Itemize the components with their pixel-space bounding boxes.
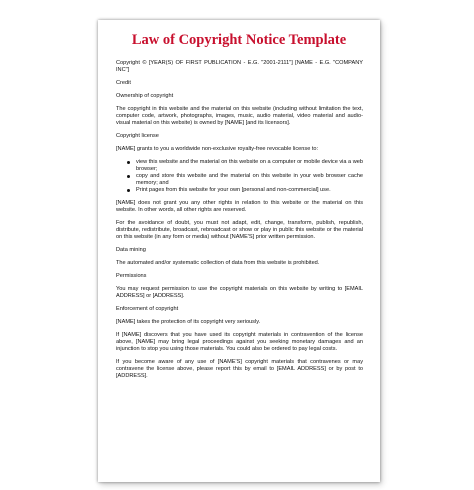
- document-body: [116, 60, 363, 386]
- permissions-paragraph: You may request permission to use the copyright materials on this website by writing to [EMAIL ADDRESS] or [ADDRESS].: [116, 286, 363, 299]
- license-list-item: copy and store this website and the material on this website in your web browser cache memory; and: [136, 173, 363, 186]
- enforcement-heading: Enforcement of copyright: [116, 306, 179, 312]
- enforcement-paragraph-3: If you become aware of any use of [NAME'S] copyright materials that contravenes or may contravene the license above, please report this by email to [EMAIL ADDRESS] or by post to [ADDRESS].: [116, 359, 363, 379]
- license-heading: Copyright license: [116, 133, 159, 139]
- document-title: Law of Copyright Notice Template: [131, 32, 347, 48]
- document-sheet: [98, 20, 380, 482]
- enforcement-paragraph-1: [NAME] takes the protection of its copyright very seriously.: [116, 319, 261, 325]
- avoidance-paragraph: For the avoidance of doubt, you must not adapt, edit, change, transform, publish, republish, distribute, redistribute, broadcast, rebroadcast or show or play in public this website or the material on this website (in any form or media) without [NAME'S] prior written permission.: [116, 220, 363, 240]
- license-list-item: view this website and the material on this website on a computer or mobile device via a web browser;: [136, 159, 363, 172]
- ownership-heading: Ownership of copyright: [116, 93, 174, 99]
- license-list: [116, 159, 363, 194]
- license-intro: [NAME] grants to you a worldwide non-exclusive royalty-free revocable license to:: [116, 146, 319, 152]
- license-restriction: [NAME] does not grant you any other rights in relation to this website or the material on this website. In other words, all other rights are reserved.: [116, 200, 363, 213]
- enforcement-paragraph-2: If [NAME] discovers that you have used its copyright materials in contravention of the license above, [NAME] may bring legal proceedings against you seeking monetary damages and an injunction to stop you using those materials. You could also be ordered to pay legal costs.: [116, 332, 363, 352]
- license-list-item: Print pages from this website for your own [personal and non-commercial] use.: [136, 187, 363, 194]
- copyright-line: Copyright © [YEAR(S) OF FIRST PUBLICATION - E.G. "2001-2111"] [NAME - E.G. "COMPANY INC"]: [116, 60, 363, 73]
- credit-heading: Credit: [116, 80, 131, 86]
- data-mining-heading: Data mining: [116, 247, 146, 253]
- data-mining-paragraph: The automated and/or systematic collection of data from this website is prohibited.: [116, 260, 320, 266]
- permissions-heading: Permissions: [116, 273, 147, 279]
- ownership-paragraph: The copyright in this website and the material on this website (including without limitation the text, computer code, artwork, photographs, images, music, audio material, video material and audio-visual material on this website) is owned by [NAME] [and its licensors].: [116, 106, 363, 126]
